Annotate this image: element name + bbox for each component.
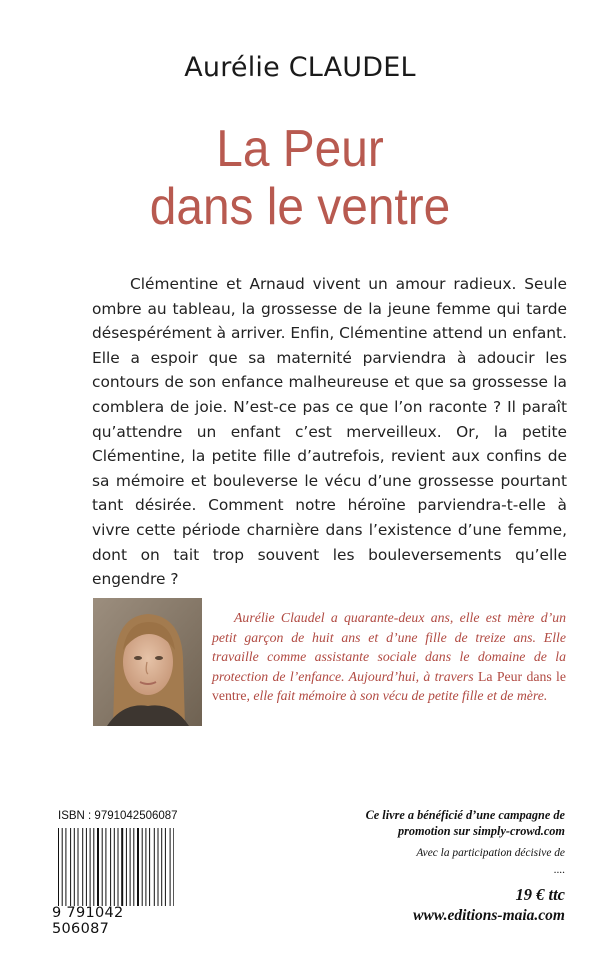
isbn-label: ISBN : 9791042506087 xyxy=(58,810,178,822)
participation-label: Avec la participation décisive de xyxy=(416,847,565,859)
title-line-1: La Peur xyxy=(216,120,384,178)
author-portrait-image xyxy=(93,598,202,726)
publisher-website: www.editions-maia.com xyxy=(413,907,565,924)
title-line-2: dans le ventre xyxy=(149,178,451,236)
price-label: 19 € ttc xyxy=(515,885,565,904)
barcode-digits: 9 791042 506087 xyxy=(52,905,124,937)
bio-text-part1: Aurélie Claudel a quarante-deux ans, elle est mère d’un petit garçon de huit ans et d’une fille de treize ans. Elle travaille comme assistante sociale dans le domaine de la protection de l’enfance. Aujourd’hui, à travers xyxy=(212,610,566,684)
barcode xyxy=(58,828,174,906)
author-photo xyxy=(93,598,202,726)
author-bio xyxy=(212,608,566,706)
author-name: Aurélie CLAUDEL xyxy=(184,52,416,83)
bio-book-title: La Peur dans le ventre xyxy=(212,668,566,703)
participation-value: .... xyxy=(553,864,565,876)
synopsis-text: Clémentine et Arnaud vivent un amour radieux. Seule ombre au tableau, la grossesse de la jeune femme qui tarde désespérément à arriver. Enfin, Clémentine attend un enfant. Elle a espoir que sa maternité parviendra à adoucir les contours de son enfance malheureuse et que sa grossesse la comblera de joie. N’est-ce pas ce que l’on raconte ? Il paraît qu’attendre un enfant c’est merveilleux. Or, la petite Clémentine, la petite fille d’autrefois, revient aux confins de sa mémoire et bouleverse le vécu d’une grossesse pourtant tant désirée. Comment notre héroïne parviendra-t-elle à vivre cette période charnière dans l’existence d’une femme, dont on tait trop souvent les bouleversements qu’elle engendre ? xyxy=(92,275,567,589)
promo-notice: Ce livre a bénéficié d’une campagne de promotion sur simply-crowd.com xyxy=(365,808,565,838)
bio-text-part2: , elle fait mémoire à son vécu de petite fille et de mère. xyxy=(246,688,548,703)
book-title xyxy=(24,120,576,236)
